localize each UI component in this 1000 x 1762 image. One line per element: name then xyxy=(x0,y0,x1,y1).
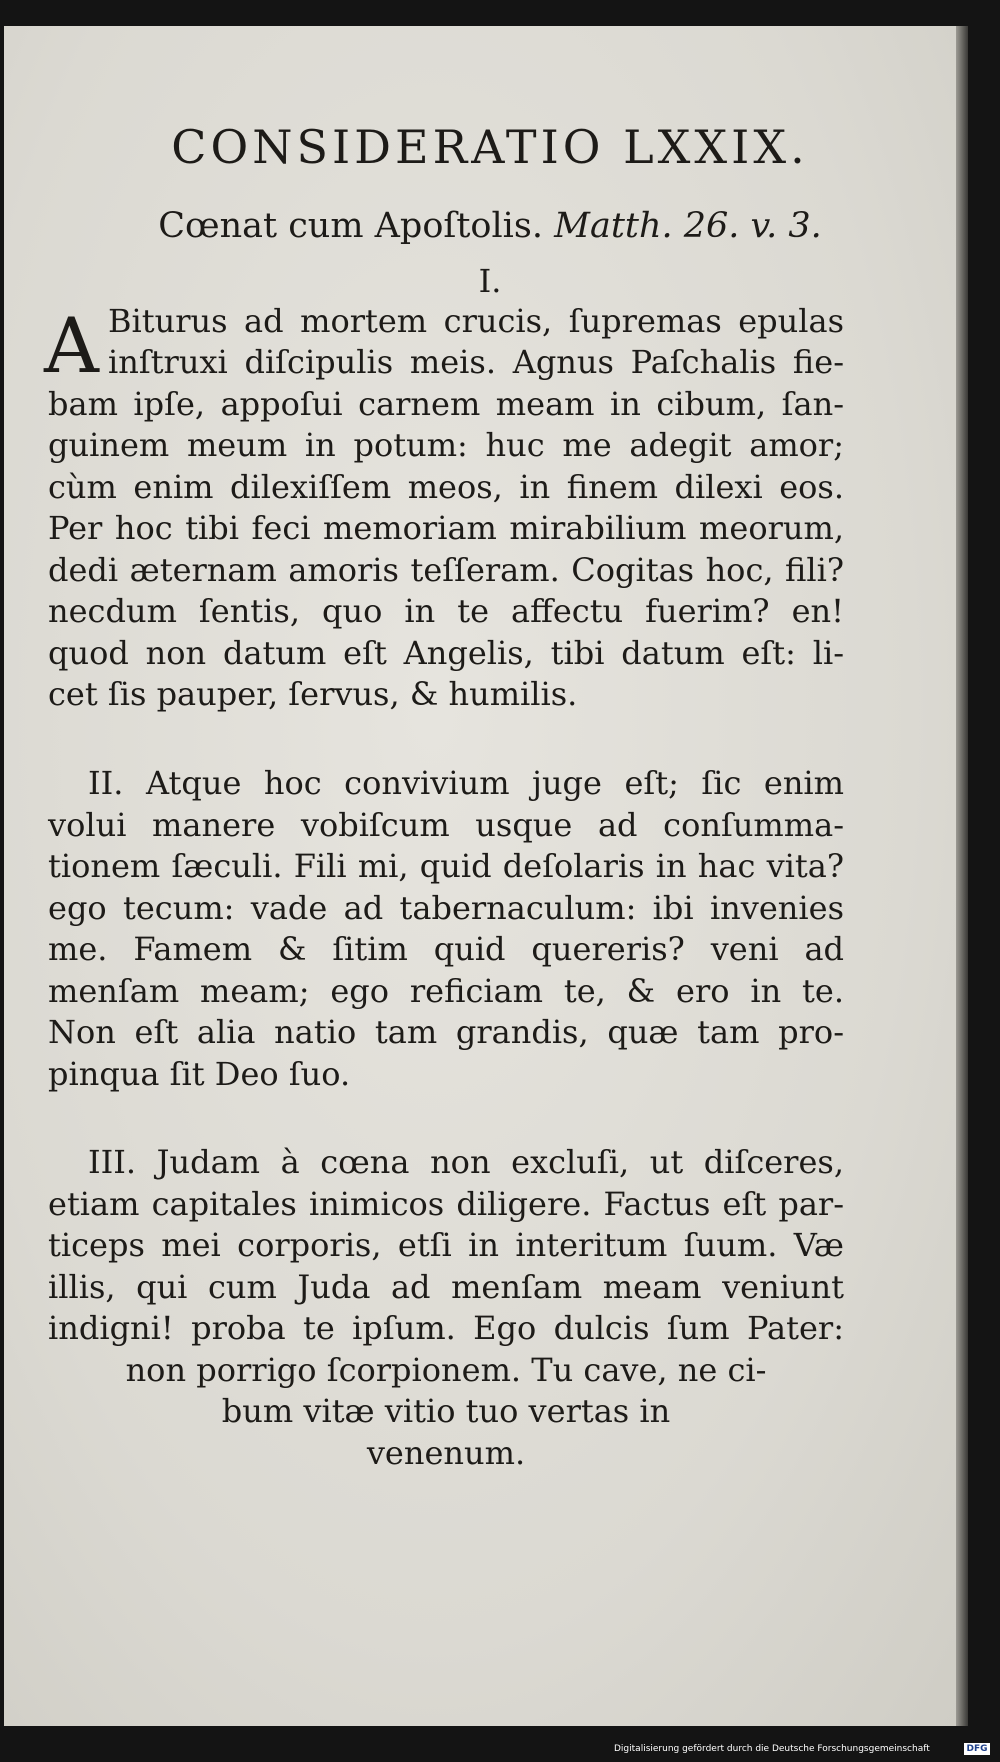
text-line: Non eſt alia natio tam grandis, quæ tam pro- xyxy=(48,1013,844,1051)
page-heading: CONSIDERATIO LXXIX. xyxy=(171,120,809,174)
digitization-credit: Digitalisierung gefördert durch die Deutsche Forschungsgemeinschaft xyxy=(614,1744,930,1754)
text-line: ticeps mei corporis, etſi in interitum ſuum. Væ xyxy=(48,1226,844,1264)
text-line: Per hoc tibi feci memoriam mirabilium meorum, xyxy=(48,509,844,547)
text-line: indigni! proba te ipſum. Ego dulcis ſum Pater: xyxy=(48,1309,844,1347)
scripture-reference: Matth. 26. v. 3. xyxy=(554,206,822,246)
text-line: quod non datum eſt Angelis, tibi datum eſt: li- xyxy=(48,634,844,672)
dfg-logo: DFG xyxy=(964,1743,990,1755)
text-line: cùm enim dilexiſſem meos, in finem dilexi eos. xyxy=(48,468,844,506)
text-line: Biturus ad mortem crucis, ſupremas epulas xyxy=(108,302,844,340)
text-line: necdum ſentis, quo in te affectu fuerim? en! xyxy=(48,592,844,630)
text-line: venenum. xyxy=(366,1434,526,1472)
section-number: I. xyxy=(478,262,502,300)
text-line: pinqua ſit Deo ſuo. xyxy=(48,1055,351,1093)
text-line: dedi æternam amoris teſſeram. Cogitas hoc, fili? xyxy=(48,551,844,589)
text-line: guinem meum in potum: huc me adegit amor; xyxy=(48,426,844,464)
text-line: me. Famem & ſitim quid quereris? veni ad xyxy=(48,930,844,968)
text-line: volui manere vobiſcum usque ad conſumma- xyxy=(48,806,844,844)
book-page xyxy=(4,26,956,1726)
text-line: bam ipſe, appoſui carnem meam in cibum, ſan- xyxy=(48,385,844,423)
text-line: non porrigo ſcorpionem. Tu cave, ne ci- xyxy=(125,1351,767,1389)
drop-cap: A xyxy=(44,301,99,390)
subheading-text: Cœnat cum Apoſtolis. xyxy=(158,206,543,246)
text-line: tionem ſæculi. Fili mi, quid deſolaris in hac vita? xyxy=(48,847,844,885)
text-line: illis, qui cum Juda ad menſam meam veniunt xyxy=(48,1268,844,1306)
text-line: III. Judam à cœna non excluſi, ut diſceres, xyxy=(88,1143,844,1181)
subheading xyxy=(4,206,956,246)
text-line: ego tecum: vade ad tabernaculum: ibi invenies xyxy=(48,889,844,927)
text-line: menſam meam; ego reficiam te, & ero in te. xyxy=(48,972,844,1010)
text-line: II. Atque hoc convivium juge eſt; ſic enim xyxy=(88,764,844,802)
text-line: inſtruxi diſcipulis meis. Agnus Paſchalis fie- xyxy=(108,343,844,381)
text-line: etiam capitales inimicos diligere. Factus eſt par- xyxy=(48,1185,844,1223)
text-line: cet ſis pauper, ſervus, & humilis. xyxy=(48,675,578,713)
text-line: bum vitæ vitio tuo vertas in xyxy=(221,1392,671,1430)
page-edge-shadow xyxy=(956,26,968,1726)
